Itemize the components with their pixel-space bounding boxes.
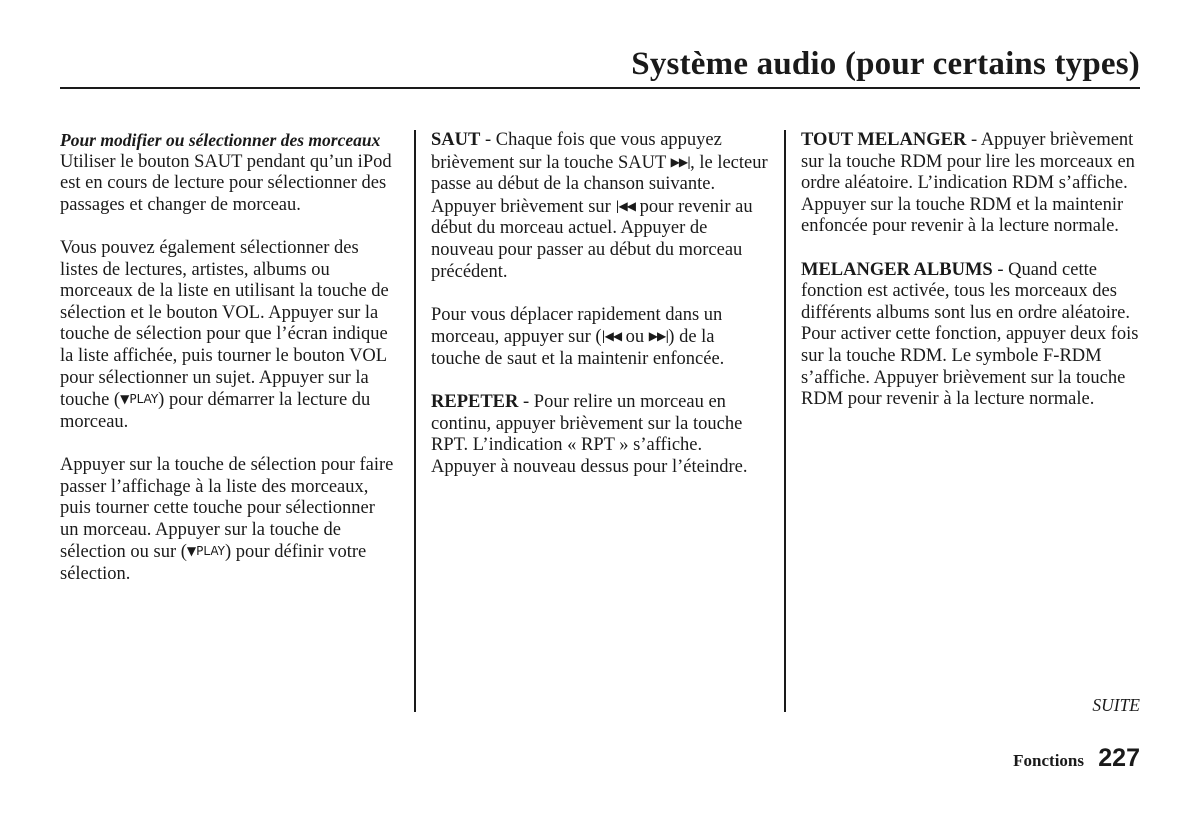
text-segment: ) de la touche de saut et la maintenir enfoncée. (431, 327, 725, 369)
term-repeter: REPETER (431, 392, 519, 413)
text-segment: ) pour démarrer la lecture du morceau. (60, 390, 371, 432)
paragraph-fast-seek (431, 305, 768, 371)
text-segment: , le lecteur passe au début de la chanson suivante. Appuyer brièvement sur (431, 152, 768, 217)
column-1 (60, 130, 398, 607)
skip-back-icon: |◀◀ (615, 198, 635, 213)
skip-forward-icon: ▶▶| (648, 329, 669, 344)
text-segment: - Chaque fois que vous appuyez brièvement sur la touche SAUT (431, 130, 722, 173)
page-number: 227 (1098, 744, 1140, 772)
paragraph-saut-intro: Utiliser le bouton SAUT pendant qu’un iPod est en cours de lecture pour sélectionner des passages et changer de morceau. (60, 151, 392, 215)
play-symbol-icon: ▼PLAY (186, 544, 225, 559)
title-rule (60, 87, 1140, 89)
text-segment: Pour vous déplacer rapidement dans un morceau, appuyer sur ( (431, 304, 723, 348)
column-2 (431, 130, 768, 500)
column-divider (784, 130, 786, 712)
text-segment: Vous pouvez également sélectionner des listes de lectures, artistes, albums ou morceaux de la liste en utilisant la touche de sélection et le bouton VOL. Appuyer sur la touche de sélection pour que l’écran indique la liste affichée, puis tourner le bouton VOL pour sélectionner un sujet. Appuyer sur la touche ( (60, 237, 389, 411)
continued-label: SUITE (1092, 695, 1140, 715)
skip-back-icon: |◀◀ (601, 329, 622, 344)
paragraph-select-lists (60, 238, 398, 433)
play-symbol-icon: ▼PLAY (120, 392, 159, 407)
section-subheading: Pour modifier ou sélectionner des morceaux (60, 130, 381, 150)
text-segment: ou (621, 327, 649, 348)
paragraph-repeter (431, 392, 768, 478)
page-title: Système audio (pour certains types) (631, 46, 1140, 82)
paragraph-select-track (60, 455, 398, 586)
paragraph-melanger-albums (801, 260, 1141, 411)
column-3 (801, 130, 1141, 432)
paragraph-saut (431, 130, 768, 283)
skip-forward-icon: ▶▶| (670, 154, 691, 169)
footer-section-name: Fonctions (1013, 751, 1084, 770)
text-segment: pour revenir au début du morceau actuel. Appuyer de nouveau pour passer au début du morceau précédent. (431, 196, 753, 282)
term-melanger-albums: MELANGER ALBUMS (801, 259, 993, 280)
term-saut: SAUT (431, 130, 481, 150)
paragraph-tout-melanger (801, 130, 1141, 238)
text-segment: - Pour relire un morceau en continu, appuyer brièvement sur la touche RPT. L’indication « RPT » s’affiche. Appuyer à nouveau dessus pour l’éteindre. (431, 392, 748, 477)
text-segment: ) pour définir votre sélection. (60, 542, 367, 584)
text-segment: - Appuyer brièvement sur la touche RDM pour lire les morceaux en ordre aléatoire. L’indication RDM s’affiche. Appuyer sur la touche RDM et la maintenir enfoncée pour revenir à la lecture normale. (801, 130, 1135, 237)
column-divider (414, 130, 416, 712)
text-segment: Appuyer sur la touche de sélection pour faire passer l’affichage à la liste des morceaux, puis tourner cette touche pour sélectionner un morceau. Appuyer sur la touche de sélection ou sur ( (60, 454, 394, 563)
term-tout-melanger: TOUT MELANGER (801, 130, 967, 150)
text-segment: - Quand cette fonction est activée, tous les morceaux des différents albums sont lus en ordre aléatoire. Pour activer cette fonction, appuyer deux fois sur la touche RDM. Le symbole F-RDM s’affiche. Appuyer brièvement sur la touche RDM pour revenir à la lecture normale. (801, 259, 1139, 410)
